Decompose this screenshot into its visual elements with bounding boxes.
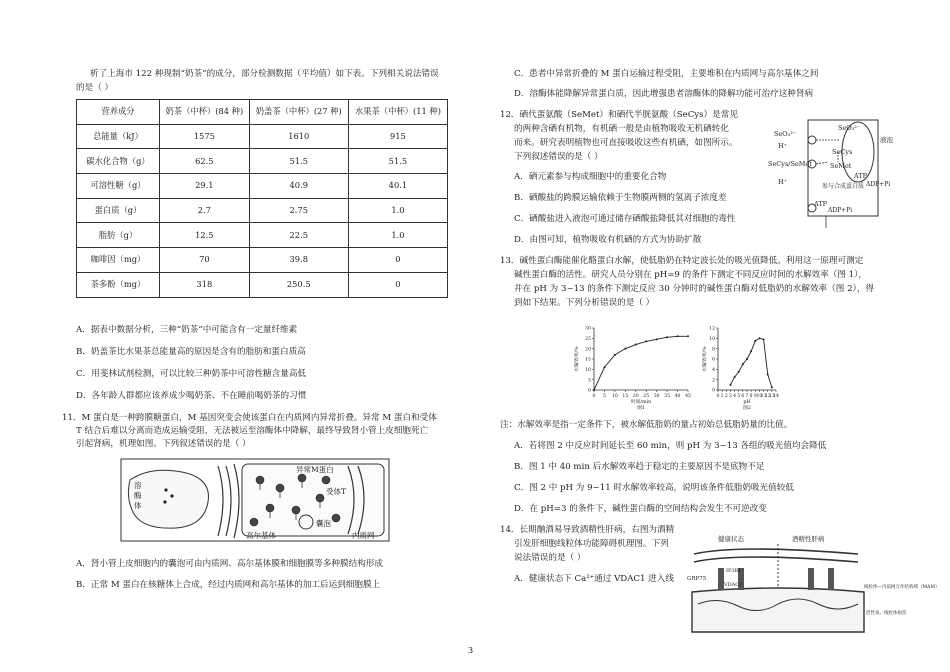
- data-point: [603, 366, 605, 368]
- table-cell: 2.7: [160, 198, 250, 223]
- table-header-cell: 奶盖茶（中杯）(27 种): [249, 100, 348, 125]
- h-label-2: H⁺: [778, 178, 788, 186]
- q10-option-a: A．据表中数据分析，三种“奶茶”中可能含有一定量纤维素: [76, 325, 298, 335]
- data-point: [614, 354, 616, 356]
- table-header-row: [77, 100, 448, 125]
- data-point: [687, 335, 689, 337]
- q14-mitochondria-figure: [687, 532, 940, 634]
- lysosome-label-2: 酶: [134, 491, 142, 500]
- q14-line1: 14．长期酗酒易导致酒精性肝病，右图为酒精: [500, 525, 675, 535]
- x-tick-label: 35: [664, 394, 671, 399]
- data-point: [746, 358, 748, 360]
- data-point: [593, 389, 595, 391]
- x-tick-label: 9: [753, 394, 757, 399]
- x-tick-label: 5: [602, 394, 606, 399]
- q14-line3: 说法错误的是（ ）: [514, 553, 586, 563]
- data-point: [767, 374, 769, 376]
- q13-note: 注：水解效率是指一定条件下，被水解低脂奶的量占初始总低脂奶量的比值。: [500, 420, 793, 430]
- x-tick-label: 40: [674, 394, 681, 399]
- y-tick-label: 10: [585, 367, 591, 373]
- y-tick-label: 8: [712, 347, 715, 353]
- q13-line4: 到如下结果。下列分析错误的是（ ）: [514, 298, 655, 308]
- table-row: [77, 272, 448, 297]
- q12-option-c: C．硒酸盐进入液泡可通过储存硒酸盐降低其对细胞的毒性: [514, 214, 736, 224]
- x-tick-label: 2: [724, 394, 728, 399]
- lysosome-label-1: 溶: [134, 481, 142, 490]
- adp-label: ADP+Pi: [866, 181, 891, 188]
- x-axis-label: pH: [743, 400, 751, 405]
- q11-line3: 引起肾病，机理如图。下列叙述错误的是（ ）: [76, 439, 251, 449]
- table-cell: 40.9: [249, 174, 348, 199]
- data-point: [635, 344, 637, 346]
- x-tick-label: 13: [768, 394, 775, 399]
- table-cell: 1575: [160, 124, 250, 149]
- q11-option-d: D．溶酶体能降解异常蛋白质，因此增强患者溶酶体的降解功能可治疗这种肾病: [514, 89, 814, 99]
- lysosome-label-3: 体: [134, 501, 142, 510]
- x-tick-label: 25: [643, 394, 650, 399]
- table-cell: 2.75: [249, 198, 348, 223]
- vdac1-label: VDAC1: [724, 582, 743, 588]
- q14-line2: 引发肝细胞线粒体功能障碍机理图。下列: [514, 539, 669, 549]
- x-tick-label: 10: [611, 394, 618, 399]
- q12-option-d: D．由图可知，植物吸收有机硒的方式为协助扩散: [514, 235, 702, 245]
- seo3-label: SeO₃²⁻: [774, 130, 797, 138]
- x-tick-label: 4: [733, 394, 737, 399]
- q13-option-b: B．图 1 中 40 min 后水解效率趋于稳定的主要原因不是底物不足: [514, 462, 765, 472]
- figure-2-chart: [702, 322, 780, 410]
- table-cell: 1610: [249, 124, 348, 149]
- q14-option-a: A．健康状态下 Ca²⁺通过 VDAC1 进入线: [514, 574, 674, 584]
- data-point: [677, 335, 679, 337]
- vesicle-label: 囊泡: [316, 519, 331, 528]
- q12-option-a: A．硒元素参与构成细胞中的重要化合物: [514, 172, 667, 182]
- data-point: [624, 348, 626, 350]
- x-tick-label: 12: [764, 394, 771, 399]
- figure-caption: 图1: [637, 406, 645, 411]
- data-point: [750, 350, 752, 352]
- q13-option-a: A．若将图 2 中反应时间延长至 60 min，则 pH 为 3~13 各组的吸光值均会降低: [514, 441, 827, 451]
- atp-label-2: ATP: [814, 200, 828, 208]
- q12-line1: 12．硒代蛋氨酸（SeMet）和硒代半胱氨酸（SeCys）是常见: [500, 110, 738, 120]
- table-cell: 22.5: [249, 223, 348, 248]
- nutrition-table: [76, 99, 448, 298]
- q12-option-b: B．硒酸盐的跨膜运输依赖于生物膜两侧的氢离子浓度差: [514, 193, 727, 203]
- q10-option-c: C．用斐林试剂检测，可以比较三种奶茶中可溶性糖含量高低: [76, 369, 307, 379]
- legend-label: 活性氧、线粒体损伤: [866, 611, 907, 616]
- table-cell: 脂肪（g）: [77, 223, 160, 248]
- adp-label-2: ADP+Pi: [828, 207, 853, 214]
- q11-option-b: B．正常 M 蛋白在核糖体上合成，经过内质网和高尔基体的加工后运到细胞膜上: [76, 580, 381, 590]
- table-header-cell: 奶茶（中杯）(84 种): [160, 100, 250, 125]
- q13-option-c: C．图 2 中 pH 为 9~11 时水解效率较高，说明该条件低脂奶吸光值较低: [514, 483, 794, 493]
- q10-intro-line1: 析了上海市 122 种现制“奶茶”的成分，部分检测数据（平均值）如下表。下列相关说法错误: [90, 69, 439, 79]
- table-cell: 915: [348, 124, 447, 149]
- y-tick-label: 15: [585, 357, 591, 363]
- table-row: [77, 198, 448, 223]
- x-tick-label: 15: [622, 394, 629, 399]
- table-cell: 0: [348, 272, 447, 297]
- x-tick-label: 45: [685, 394, 691, 399]
- q11-line1: 11．M 蛋白是一种跨膜糖蛋白，M 基因突变会使该蛋白在内质网内异常折叠。异常 M 蛋白和受体: [62, 413, 437, 423]
- table-cell: 蛋白质（g）: [77, 198, 160, 223]
- x-tick-label: 10: [756, 394, 763, 399]
- y-tick-label: 10: [709, 336, 715, 342]
- protein-label: 参与合成蛋白质: [822, 183, 865, 190]
- ip3r1-label: IP3R1: [726, 568, 742, 574]
- q13-option-d: D．在 pH=3 的条件下，碱性蛋白酶的空间结构会发生不可逆改变: [514, 504, 767, 514]
- table-cell: 29.1: [160, 174, 250, 199]
- table-cell: 39.8: [249, 248, 348, 273]
- grp75-label: GRP75: [687, 576, 707, 582]
- table-row: [77, 223, 448, 248]
- x-tick-label: 20: [632, 394, 639, 399]
- q11-line2: T 结合后难以分离而造成运输受阻，无法被运至溶酶体中降解，最终导致肾小管上皮细胞死亡: [76, 426, 429, 436]
- receptor-t-label: 受体T: [326, 487, 347, 496]
- vacuole-label: 液泡: [880, 136, 893, 144]
- x-tick-label: 14: [773, 394, 779, 399]
- table-cell: 0: [348, 248, 447, 273]
- mam-label: 线粒体—内质网互作结构域（MAM）: [864, 585, 940, 590]
- abnormal-m-label: 异常M蛋白: [296, 465, 334, 474]
- table-cell: 70: [160, 248, 250, 273]
- q12-line2: 的两种含硒有机物，有机硒一般是由植物吸收无机硒转化: [514, 124, 729, 134]
- x-tick-label: 0: [592, 394, 596, 399]
- table-cell: 总能量（kJ）: [77, 124, 160, 149]
- table-cell: 62.5: [160, 149, 250, 174]
- semet-label: SeMet: [830, 162, 852, 170]
- table-cell: 51.5: [249, 149, 348, 174]
- data-point: [758, 337, 760, 339]
- q13-line3: 并在 pH 为 3~13 的条件下测定反应 30 分钟时的碱性蛋白酶对低脂奶的水解效率（图 2），得: [514, 284, 875, 294]
- table-cell: 40.1: [348, 174, 447, 199]
- alcoholic-label: 酒精性肝病: [792, 535, 825, 543]
- series-line: [730, 338, 771, 387]
- table-cell: 12.5: [160, 223, 250, 248]
- y-tick-label: 0: [588, 388, 591, 394]
- q12-line4: 下列叙述错误的是（ ）: [514, 152, 603, 162]
- q11-mechanism-figure: [120, 458, 390, 542]
- q12-line3: 而来。研究表明植物也可直接吸收这些有机硒，如图所示。: [514, 138, 738, 148]
- x-tick-label: 11: [760, 394, 767, 399]
- data-point: [656, 338, 658, 340]
- y-tick-label: 2: [712, 378, 715, 384]
- table-cell: 咖啡因（mg）: [77, 248, 160, 273]
- y-tick-label: 6: [712, 357, 715, 363]
- data-point: [754, 340, 756, 342]
- x-tick-label: 1: [720, 394, 724, 399]
- figure-1-chart: [574, 322, 694, 410]
- table-cell: 碳水化合物（g）: [77, 149, 160, 174]
- data-point: [645, 340, 647, 342]
- x-tick-label: 0: [716, 394, 720, 399]
- golgi-label: 高尔基体: [246, 531, 276, 540]
- q11-option-a: A．肾小管上皮细胞内的囊泡可由内质网、高尔基体膜和细胞膜等多种膜结构形成: [76, 559, 383, 569]
- q10-intro-line2: 的是（ ）: [76, 83, 114, 93]
- data-point: [763, 338, 765, 340]
- table-row: [77, 149, 448, 174]
- data-point: [771, 386, 773, 388]
- table-cell: 1.0: [348, 223, 447, 248]
- seo3-top-label: SeO₃²⁻: [838, 124, 861, 132]
- y-tick-label: 12: [709, 326, 715, 332]
- q12-selenium-figure: [768, 112, 896, 232]
- y-tick-label: 20: [585, 347, 591, 353]
- table-cell: 318: [160, 272, 250, 297]
- y-tick-label: 25: [585, 336, 591, 342]
- h-label-1: H⁺: [778, 142, 788, 150]
- data-point: [666, 336, 668, 338]
- table-cell: 茶多酚（mg）: [77, 272, 160, 297]
- data-point: [742, 363, 744, 365]
- table-cell: 250.5: [249, 272, 348, 297]
- healthy-label: 健康状态: [718, 535, 744, 543]
- y-tick-label: 4: [712, 367, 715, 373]
- table-header-cell: 营养成分: [77, 100, 160, 125]
- y-tick-label: 0: [712, 388, 715, 394]
- x-axis-label: 时间/min: [630, 400, 652, 405]
- secys-label: SeCys: [832, 148, 853, 156]
- y-axis-label: 水解效率/%: [575, 346, 580, 372]
- data-point: [734, 376, 736, 378]
- q10-option-b: B．奶盖茶比水果茶总能量高的原因是含有的脂肪和蛋白质高: [76, 347, 306, 357]
- page-number: 3: [468, 646, 474, 655]
- data-point: [729, 384, 731, 386]
- q13-line2: 碱性蛋白酶的活性。研究人员分别在 pH=9 的条件下测定不同反应时间的水解效率（图 1），: [514, 270, 867, 280]
- x-tick-label: 5: [737, 394, 741, 399]
- er-label: 内质网: [352, 531, 375, 540]
- table-row: [77, 248, 448, 273]
- x-tick-label: 8: [749, 394, 753, 399]
- table-cell: 1.0: [348, 198, 447, 223]
- y-axis-label: 水解效率/%: [703, 346, 708, 372]
- figure-caption: 图2: [743, 406, 751, 411]
- table-header-cell: 水果茶（中杯）(11 种): [348, 100, 447, 125]
- x-tick-label: 3: [728, 394, 732, 399]
- table-cell: 可溶性糖（g）: [77, 174, 160, 199]
- secys-semet-label: SeCys/SeMet: [768, 160, 812, 168]
- table-row: [77, 124, 448, 149]
- q10-option-d: D．各年龄人群都应该养成少喝奶茶、不在睡前喝奶茶的习惯: [76, 391, 307, 401]
- x-tick-label: 30: [653, 394, 660, 399]
- table-cell: 51.5: [348, 149, 447, 174]
- table-row: [77, 174, 448, 199]
- series-line: [594, 336, 688, 390]
- y-tick-label: 5: [588, 378, 591, 384]
- x-tick-label: 7: [745, 394, 749, 399]
- q13-line1: 13．碱性蛋白酶能催化酪蛋白水解，使低脂奶在特定波长处的吸光值降低。利用这一原理可测定: [500, 256, 864, 266]
- y-tick-label: 30: [585, 326, 591, 332]
- atp-label: ATP: [854, 172, 868, 180]
- x-tick-label: 6: [741, 394, 745, 399]
- q11-option-c: C．患者中异常折叠的 M 蛋白运输过程受阻，主要堆积在内质网与高尔基体之间: [514, 69, 819, 79]
- data-point: [738, 371, 740, 373]
